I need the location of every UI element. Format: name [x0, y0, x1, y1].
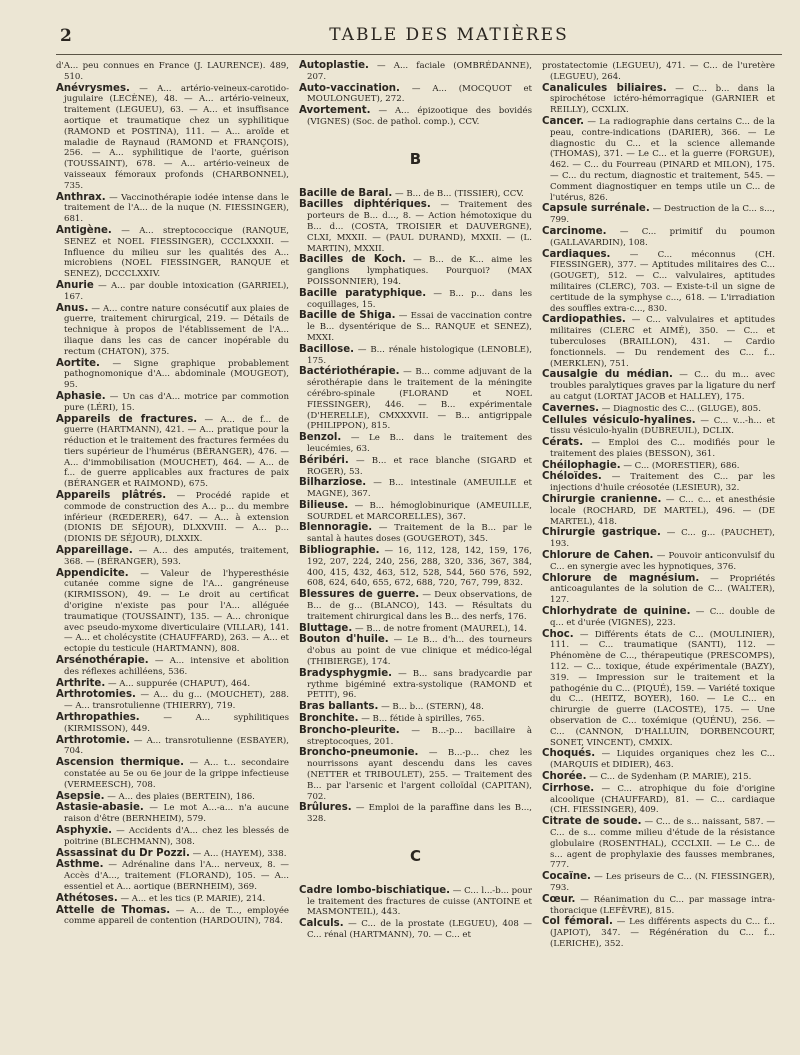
entry-heading: Asthme.	[56, 859, 104, 871]
entry-text: — A... des plaies (BERTEIN), 186.	[107, 791, 255, 802]
entry-heading: Cocaïne.	[542, 871, 591, 883]
index-entry	[542, 917, 775, 949]
entry-text: — A... faciale (OMBRÉDANNE), 207.	[307, 61, 532, 82]
index-entry	[542, 772, 775, 783]
entry-text: — B... de K... aime les ganglions lymphatiques. Pourquoi? (MAX POISSONNIER), 194.	[307, 255, 532, 287]
entry-heading: Cellules vésiculo-hyalines.	[542, 414, 696, 426]
entry-text: — A... par double intoxication (GARRIEL), 167.	[64, 280, 290, 302]
entry-text: — B...-p... bacillaire à streptocoques, 201.	[307, 725, 532, 747]
entry-text: — C... méconnus (CH. FIESSINGER), 377. — Aptitudes militaires des C... (GOUGET), 512. — C... valvulaires, aptitudes militaires (CLERC), 703. — Existe-t-il un signe de certitude de la symphyse c..., 618. — L'irradiation des souffles extra-c..., 830.	[550, 249, 775, 314]
entry-text: — A... intensive et abolition des réflexes achilléens, 536.	[64, 656, 289, 677]
entry-heading: Bacilles de Koch.	[299, 254, 406, 266]
page-number: 2	[60, 26, 72, 46]
entry-heading: Anthrax.	[56, 191, 106, 203]
index-entry	[56, 803, 289, 825]
index-entry	[542, 817, 775, 871]
entry-heading: Appareils plâtrés.	[56, 490, 167, 502]
index-entry	[299, 84, 532, 106]
index-entry	[299, 546, 532, 589]
index-entry	[542, 472, 775, 494]
entry-heading: Arthrite.	[56, 677, 106, 689]
entry-heading: Calculs.	[299, 918, 344, 930]
entry-text: — Traitement de la B... par le santal à hautes doses (GOUGEROT), 345.	[307, 523, 532, 545]
entry-heading: Citrate de soude.	[542, 816, 642, 828]
index-entry	[542, 607, 775, 629]
entry-text: — A... de T..., employée comme appareil de contention (HARDOUIN), 784.	[64, 905, 289, 927]
entry-text: — C... de la prostate (LEGUEU), 408 — C... rénal (HARTMANN), 70. — C... et	[307, 919, 532, 940]
index-entry	[299, 106, 532, 128]
index-entry	[542, 204, 775, 226]
entry-heading: Capsule surrénale.	[542, 203, 650, 215]
index-entry	[542, 528, 775, 550]
entry-heading: Bras ballants.	[299, 701, 379, 713]
section-letter: B	[409, 149, 422, 168]
index-entry	[299, 433, 532, 455]
entry-text: — B... comme adjuvant de la sérothérapie dans le traitement de la méningite cérébro-spinale (FLORAND et NOEL FIESSINGER), 446. — B... expérimentale (D'HERELLE), CMXXXVII. — B... antigrippale (PHILIPPON), 815.	[307, 367, 532, 432]
entry-heading: Asepsie.	[56, 790, 105, 802]
entry-heading: Bilieuse.	[299, 499, 349, 511]
index-entry	[56, 415, 289, 491]
entry-text: — B... de B... (TISSIER), CCV.	[395, 188, 524, 199]
entry-heading: Canalicules biliaires.	[542, 82, 667, 94]
index-entry	[56, 792, 289, 803]
entry-text: — A... artério-veineux-carotido-jugulaire (LECÈNE), 48. — A... artério-veineux, traitement (LEGUEU), 63. — A... et insuffisance aortique et traumatique chez un syphilitique (RAMOND et POSTINA), 111. — A... aroïde et maladie de Raynaud (RAMOND et FRANÇOIS), 256. — A... syphilitique de l'aorte, guérison (TOUSSAINT), 678. — A... artério-veineux de vaisseaux fémoraux profonds (CHARBONNEL), 735.	[64, 83, 289, 191]
entry-heading: Bibliographie.	[299, 545, 380, 557]
index-entry	[299, 456, 532, 478]
index-entry	[56, 359, 289, 391]
entry-heading: Anévrysmes.	[56, 82, 130, 94]
index-entry	[542, 315, 775, 369]
index-entry	[542, 461, 775, 472]
entry-heading: Chéilophagie.	[542, 459, 621, 471]
entry-heading: Aphasie.	[56, 390, 106, 402]
entry-text: — La radiographie dans certains C... de la peau, contre-indications (DARIER), 366. — Le diagnostic du C... et la science allemande (THOMAS), 371. — Le C... et la guerre (FORGUE), 462. — C... du Fourreau (PINARD et MILON), 175. — C... du rectum, diagnostic et traitement, 545. — Comment diagnostiquer en temps utile un C... de l'utérus, 826.	[550, 116, 776, 203]
index-entry	[56, 569, 289, 655]
page-header	[56, 22, 782, 52]
entry-text: — Valeur de l'hyperesthésie cutanée comme signe de l'A... gangréneuse (KIRMISSON), 49. — Le droit au certificat d'origine n'existe pas pour l'A... alléguée traumatique (TOUSSAINT), 135. — A... chronique avec pseudo-myxome diverticulaire (VILLAR), 141. — A... et cholécystite (CHAUFFARD), 263. — A... et ectopie du testicule (HARTMANN), 808.	[64, 568, 289, 655]
entry-text: — C... de Sydenham (P. MARIE), 215.	[589, 772, 752, 782]
entry-heading: Chorée.	[542, 771, 587, 782]
entry-text: — 16, 112, 128, 142, 159, 176, 192, 207, 224, 240, 256, 288, 320, 336, 367, 384, 400, 415, 432, 463, 512, 528, 544, 560 576, 592, 608, 624, 640, 655, 672, 688, 720, 767, 799, 832.	[307, 546, 532, 589]
entry-heading: Cirrhose.	[542, 782, 595, 794]
entry-heading: Athétoses.	[56, 892, 118, 904]
index-entry	[542, 61, 775, 83]
entry-text: — B... fétide à spirilles, 765.	[361, 714, 485, 725]
entry-text: — Un cas d'A... motrice par commotion pure (LÉRI), 15.	[64, 391, 289, 413]
entry-text: — A... t... secondaire constatée au 5e ou 6e jour de la grippe infectieuse (VERMEESCH), 708.	[64, 758, 289, 790]
index-entry	[299, 919, 532, 941]
index-entry	[542, 551, 775, 573]
index-entry	[542, 749, 775, 771]
entry-heading: Attelle de Thomas.	[56, 904, 171, 916]
index-entry	[56, 713, 289, 735]
entry-text: — C... du m... avec troubles paralytiques graves par la ligature du nerf au catgut (LORTAT JACOB et HALLEY), 175.	[550, 370, 775, 402]
entry-text: — Le mot A...-a... n'a aucune raison d'être (BERNHEIM), 579.	[64, 803, 290, 825]
entry-text: — Traitement des porteurs de B... d..., 8. — Action hémotoxique du B... d... (COSTA, TROISIER et DAUVERGNE), CLXI, MXXII. — (PAUL DURAND), MXXII. — (L. MARTIN), MXXII.	[307, 200, 533, 254]
index-columns	[56, 61, 782, 951]
entry-text: d'A... peu connues en France (J. LAURENCE). 489, 510.	[56, 61, 289, 82]
entry-heading: Chlorure de Cahen.	[542, 550, 654, 562]
index-entry	[299, 367, 532, 432]
index-entry	[299, 714, 532, 725]
entry-heading: Auto-vaccination.	[299, 82, 400, 94]
entry-text: — B... rénale histologique (LENOBLE), 175.	[307, 344, 533, 366]
entry-heading: Assassinat du Dr Pozzi.	[56, 847, 190, 859]
entry-heading: Cœur.	[542, 893, 576, 905]
entry-text: — Différents états de C... (MOULINIER), 111. — C... traumatique (SANTI), 112. — Phénomène de C..., thérapeutique (PRESCOMPS), 112. — C... toxique, étude expérimentale (BAZY), 319. — Impression sur le traitement et la pathogénie du C... (PIQUÉ), 159. — Variété toxique du C... (HEITZ, BOYER), 160. — Le C... en chirurgie de guerre (LACOSTE), 175. — Une observation de C... toxémique (QUÉNU), 256. — C... (CANNON, D'HALLUIN, DORBENCOURT, SONET, VINCENT), CMXIX.	[550, 629, 775, 748]
entry-heading: Causalgie du médian.	[542, 369, 673, 381]
entry-heading: Choqués.	[542, 748, 596, 760]
entry-text: — Pouvoir anticonvulsif du C... en synergie avec les hypnotiques, 376.	[550, 551, 775, 572]
entry-text: — Les différents aspects du C... f... (JAPIOT), 347. — Régénération du C... f... (LERICHE), 352.	[550, 917, 776, 949]
section-letter: C	[409, 847, 421, 865]
entry-text: — B...-p... chez les nourrissons ayant descendu dans les caves (NETTER et TRIBOULET), 255. — Traitement des B... par l'arsenic et l'argent colloïdal (CAPITAN), 702.	[307, 748, 532, 802]
entry-text: — A... transrotulienne (ESBAYER), 704.	[64, 735, 289, 757]
entry-heading: Cardiopathies.	[542, 314, 626, 326]
index-entry	[56, 546, 289, 568]
entry-heading: Ascension thermique.	[56, 757, 184, 769]
entry-heading: Benzol.	[299, 432, 342, 444]
entry-text: — C... l...-b... pour le traitement des fractures de cuisse (ANTOINE et MASMONTEIL), 443.	[307, 885, 532, 918]
entry-text: — Traitement des C... par les injections d'huile créosotée (LESIEUR), 32.	[550, 472, 775, 494]
entry-heading: Bacille paratyphique.	[299, 287, 427, 299]
index-entry	[56, 193, 289, 225]
index-entry	[299, 803, 532, 825]
entry-heading: Aortite.	[56, 357, 100, 369]
entry-heading: Brûlures.	[299, 802, 352, 814]
index-entry	[542, 495, 775, 527]
index-entry	[542, 630, 775, 749]
entry-text: — B... sans bradycardie par rythme bigéminé extra-systolique (RAMOND et PETIT), 96.	[307, 668, 533, 701]
entry-heading: Astasie-abasie.	[56, 802, 144, 814]
entry-text: — C... primitif du poumon (GALLAVARDIN), 108.	[550, 226, 775, 248]
index-entry	[299, 748, 532, 802]
index-entry	[542, 574, 775, 606]
entry-text: — C... v...-h... et tissu vésiculo-hyalin (DUBREUIL), DCLIX.	[550, 415, 775, 437]
entry-heading: Choc.	[542, 628, 574, 640]
entry-heading: Chlorhydrate de quinine.	[542, 606, 691, 618]
entry-text: — C... atrophique du foie d'origine alcoolique (CHAUFFARD), 81. — C... cardiaque (CH. FIESSINGER), 409.	[550, 783, 775, 816]
index-entry	[542, 438, 775, 460]
entry-text: — A... syphilitiques (KIRMISSON), 449.	[64, 713, 289, 734]
entry-text: — A... suppurée (CHAPUT), 464.	[107, 678, 251, 689]
entry-text: — Propriétés anticoagulantes de la solution de C... (WALTER), 127.	[550, 573, 775, 606]
index-entry	[542, 370, 775, 402]
index-entry	[56, 281, 289, 303]
index-entry	[299, 886, 532, 918]
running-title: TABLE DES MATIÈRES	[329, 25, 569, 45]
index-entry	[542, 872, 775, 894]
entry-heading: Chéloïdes.	[542, 471, 602, 483]
entry-text: — A... et les tics (P. MARIE), 214.	[120, 893, 266, 904]
entry-text: — Destruction de la C... s..., 799.	[550, 204, 775, 226]
entry-text: prostatectomie (LEGUEU), 471. — C... de l'uretère (LEGUEU), 264.	[542, 61, 775, 82]
entry-text: — Emploi de la paraffine dans les B..., 328.	[307, 803, 533, 825]
entry-text: — C... double de q... et d'urée (VIGNES), 223.	[550, 607, 775, 628]
entry-heading: Cadre lombo-bischiatique.	[299, 884, 450, 896]
index-entry	[56, 860, 289, 892]
entry-text: — B... hémoglobinurique (AMEUILLE, SOURDEL et MARCORELLES), 367.	[307, 500, 532, 522]
entry-heading: Appareillage.	[56, 545, 133, 557]
entry-text: — Essai de vaccination contre le B... dysentérique de S... RANQUE et SENEZ), MXXI.	[307, 311, 532, 343]
entry-text: — A... contre nature consécutif aux plaies de guerre, traitement chirurgical, 219. — Détails de technique à propos de l'établissement de l'A... iliaque dans les cas de cancer inopérable du rectum (CHATON), 375.	[64, 303, 289, 357]
index-entry	[56, 894, 289, 905]
entry-heading: Cavernes.	[542, 402, 600, 414]
entry-heading: Blennoragie.	[299, 522, 373, 534]
entry-text: — B... b... (STERN), 48.	[381, 702, 484, 713]
entry-heading: Bouton d'huile.	[299, 634, 389, 646]
index-entry	[299, 523, 532, 545]
entry-heading: Arthrotomie.	[56, 734, 130, 746]
entry-heading: Bactériothérapie.	[299, 366, 400, 378]
index-entry	[299, 624, 532, 635]
entry-text: — Adrénaline dans l'A... nerveux, 8. — Accès d'A..., traitement (FLORAND), 105. — A... essentiel et A... aortique (BERNHEIM), 369.	[64, 860, 289, 892]
index-entry	[299, 189, 532, 200]
entry-text: — Liquides organiques chez les C... (MARQUIS et DIDIER), 463.	[550, 749, 776, 771]
entry-heading: Arsénothérapie.	[56, 655, 149, 667]
entry-heading: Autoplastie.	[299, 60, 369, 71]
column-left	[56, 61, 289, 951]
column-right	[542, 61, 775, 951]
entry-text: — A... de f... de guerre (HARTMANN), 421. — A... pratique pour la réduction et le traitement des fractures fermées du tiers supérieur de l'humérus (BÉRANGER), 476. — A... d'immobilisation (MOUCHET), 464. — A... de f... de guerre applicables aux fractures de paix (BÉRANGER et RAIMOND), 675.	[64, 414, 289, 490]
index-entry	[56, 849, 289, 860]
index-entry	[299, 590, 532, 622]
header-rule	[56, 54, 782, 55]
entry-text: — A... épizootique des bovidés (VIGNES) (Soc. de pathol. comp.), CCV.	[307, 106, 533, 127]
entry-heading: Bilharziose.	[299, 477, 367, 489]
entry-heading: Chirurgie cranienne.	[542, 494, 662, 506]
entry-heading: Bacillose.	[299, 343, 354, 355]
entry-heading: Asphyxie.	[56, 824, 112, 836]
entry-text: — A... (HAYEM), 338.	[192, 848, 287, 859]
entry-text: — C... valvulaires et aptitudes militaires (CLERC et AIMÉ), 350. — C... et tuberculoses (BRAILLON), 431. — Cardio fonctionnels. — Du rendement des C... f... (MERKLEN), 751.	[550, 315, 775, 369]
entry-text: — C... g... (PAUCHET), 193.	[550, 528, 776, 550]
index-entry	[299, 200, 532, 254]
index-entry	[299, 345, 532, 367]
entry-text: — C... (MORESTIER), 686.	[623, 460, 740, 471]
entry-heading: Arthropathies.	[56, 712, 140, 724]
entry-heading: Col fémoral.	[542, 916, 613, 928]
index-entry	[56, 304, 289, 358]
entry-heading: Bluttage.	[299, 622, 353, 634]
entry-text: — Emploi des C... modifiés pour le traitement des plaies (BESSON), 361.	[550, 438, 775, 459]
index-entry	[299, 669, 532, 701]
index-entry	[542, 84, 775, 116]
entry-text: — A... des amputés, traitement, 368. — (BÉRANGER), 593.	[64, 546, 290, 567]
entry-heading: Bradysphygmie.	[299, 667, 393, 679]
entry-heading: Anus.	[56, 302, 89, 314]
index-entry	[299, 702, 532, 713]
index-entry	[56, 656, 289, 678]
entry-text: — Réanimation du C... par massage intra-thoracique (LEFÈVRE), 815.	[550, 894, 775, 916]
entry-text: — B... intestinale (AMEUILLE et MAGNE), 367.	[307, 478, 532, 500]
entry-heading: Broncho-pleurite.	[299, 724, 400, 736]
index-entry	[542, 250, 775, 315]
entry-heading: Appareils de fractures.	[56, 413, 198, 425]
entry-text: — A... (MOCQUOT et MOULONGUET), 272.	[307, 83, 532, 105]
entry-heading: Avortement.	[299, 105, 371, 117]
index-entry	[299, 61, 532, 83]
entry-text: — C... b... dans la spirochétose ictéro-hémorragique (GARNIER et REILLY), CCXLIX.	[550, 83, 775, 116]
entry-heading: Bacille de Shiga.	[299, 310, 396, 322]
index-entry	[56, 758, 289, 790]
index-entry	[56, 679, 289, 690]
entry-heading: Arthrotomies.	[56, 689, 136, 701]
index-entry	[56, 84, 289, 192]
index-entry	[56, 226, 289, 280]
index-entry	[299, 255, 532, 287]
entry-text: — C... c... et anesthésie locale (ROCHARD, DE MARTEL), 496. — (DE MARTEL), 418.	[550, 495, 775, 527]
entry-heading: Broncho-pneumonie.	[299, 747, 419, 759]
entry-heading: Cérats.	[542, 437, 584, 449]
entry-heading: Bronchite.	[299, 713, 359, 725]
entry-text: — Le B... dans le traitement des leucémies, 63.	[307, 433, 533, 454]
index-entry	[542, 416, 775, 438]
index-entry	[56, 392, 289, 414]
entry-text: — Vaccinothérapie iodée intense dans le traitement de l'A... de la nuque (N. FIESSINGER), 681.	[64, 192, 289, 225]
entry-heading: Carcinome.	[542, 225, 607, 237]
index-entry	[542, 895, 775, 917]
entry-text: — Procédé rapide et commode de construction des A... p... du membre inférieur (RŒDERER), 647. — A... à extension (DIONIS DE SÉJOUR), DLXXVIII. — A... p... (DIONIS DE SÉJOUR), DLXXIX.	[64, 491, 289, 545]
index-entry	[56, 61, 289, 83]
entry-text: — Les priseurs de C... (N. FIESSINGER), 793.	[550, 872, 775, 893]
entry-heading: Blessures de guerre.	[299, 589, 420, 601]
index-entry	[56, 736, 289, 758]
entry-text: — Diagnostic des C... (GLUGE), 805.	[601, 403, 761, 414]
index-entry	[56, 826, 289, 848]
entry-text: — Accidents d'A... chez les blessés de poitrine (BLECHMANN), 308.	[64, 825, 290, 847]
entry-text: — A... du g... (MOUCHET), 288. — A... transrotulienne (THIERRY), 719.	[64, 690, 289, 712]
entry-heading: Cardiaques.	[542, 248, 611, 260]
index-entry	[542, 117, 775, 203]
entry-text: — B... p... dans les coquillages, 15.	[307, 288, 532, 310]
entry-text: — B... et race blanche (SIGARD et ROGER), 53.	[307, 455, 532, 477]
entry-text: — Deux observations, de B... de g... (BLANCO), 143. — Résultats du traitement chirurgical dans les B... des nerfs, 176.	[307, 590, 532, 622]
column-middle	[299, 61, 532, 951]
entry-heading: Chirurgie gastrique.	[542, 527, 661, 539]
entry-heading: Bacilles diphtériques.	[299, 199, 431, 211]
entry-text: — Signe graphique probablement pathognomonique d'A... abdominale (MOUGEOT), 95.	[64, 358, 289, 391]
index-entry	[56, 491, 289, 545]
entry-text: — Le B... d'h... des tourneurs d'obus au point de vue clinique et médico-légal (THIBIERGE), 174.	[307, 635, 532, 668]
entry-text: — B... de notre froment (MAUREL), 14.	[354, 623, 527, 634]
index-entry	[299, 501, 532, 523]
entry-text: — A... streptococcique (RANQUE, SENEZ et NOEL FIESSINGER), CCCLXXXII. — Influence du milieu sur les qualités des A... microbiens (NOEL FIESSINGER, RANQUE et SENEZ), DCCCLXXIV.	[64, 225, 290, 280]
entry-heading: Chlorure de magnésium.	[542, 572, 700, 584]
entry-heading: Appendicite.	[56, 567, 129, 579]
entry-heading: Cancer.	[542, 115, 584, 127]
index-entry	[299, 289, 532, 311]
index-entry	[299, 635, 532, 667]
entry-heading: Antigène.	[56, 224, 112, 236]
entry-heading: Anurie	[56, 279, 94, 291]
index-entry	[299, 478, 532, 500]
index-entry	[299, 726, 532, 748]
index-entry	[56, 906, 289, 928]
index-entry	[542, 784, 775, 816]
index-entry	[542, 227, 775, 249]
index-entry	[542, 404, 775, 415]
index-entry	[56, 690, 289, 712]
entry-heading: Bacille de Baral.	[299, 187, 393, 199]
index-entry	[299, 311, 532, 343]
entry-text: — C... de s... naissant, 587. — C... de s... comme milieu d'étude de la résistance globulaire (ROSENTHAL), CCCLXII. — Le C... de s... agent de prophylaxie des fausses membranes, 777.	[550, 817, 775, 871]
entry-heading: Béribéri.	[299, 454, 349, 466]
